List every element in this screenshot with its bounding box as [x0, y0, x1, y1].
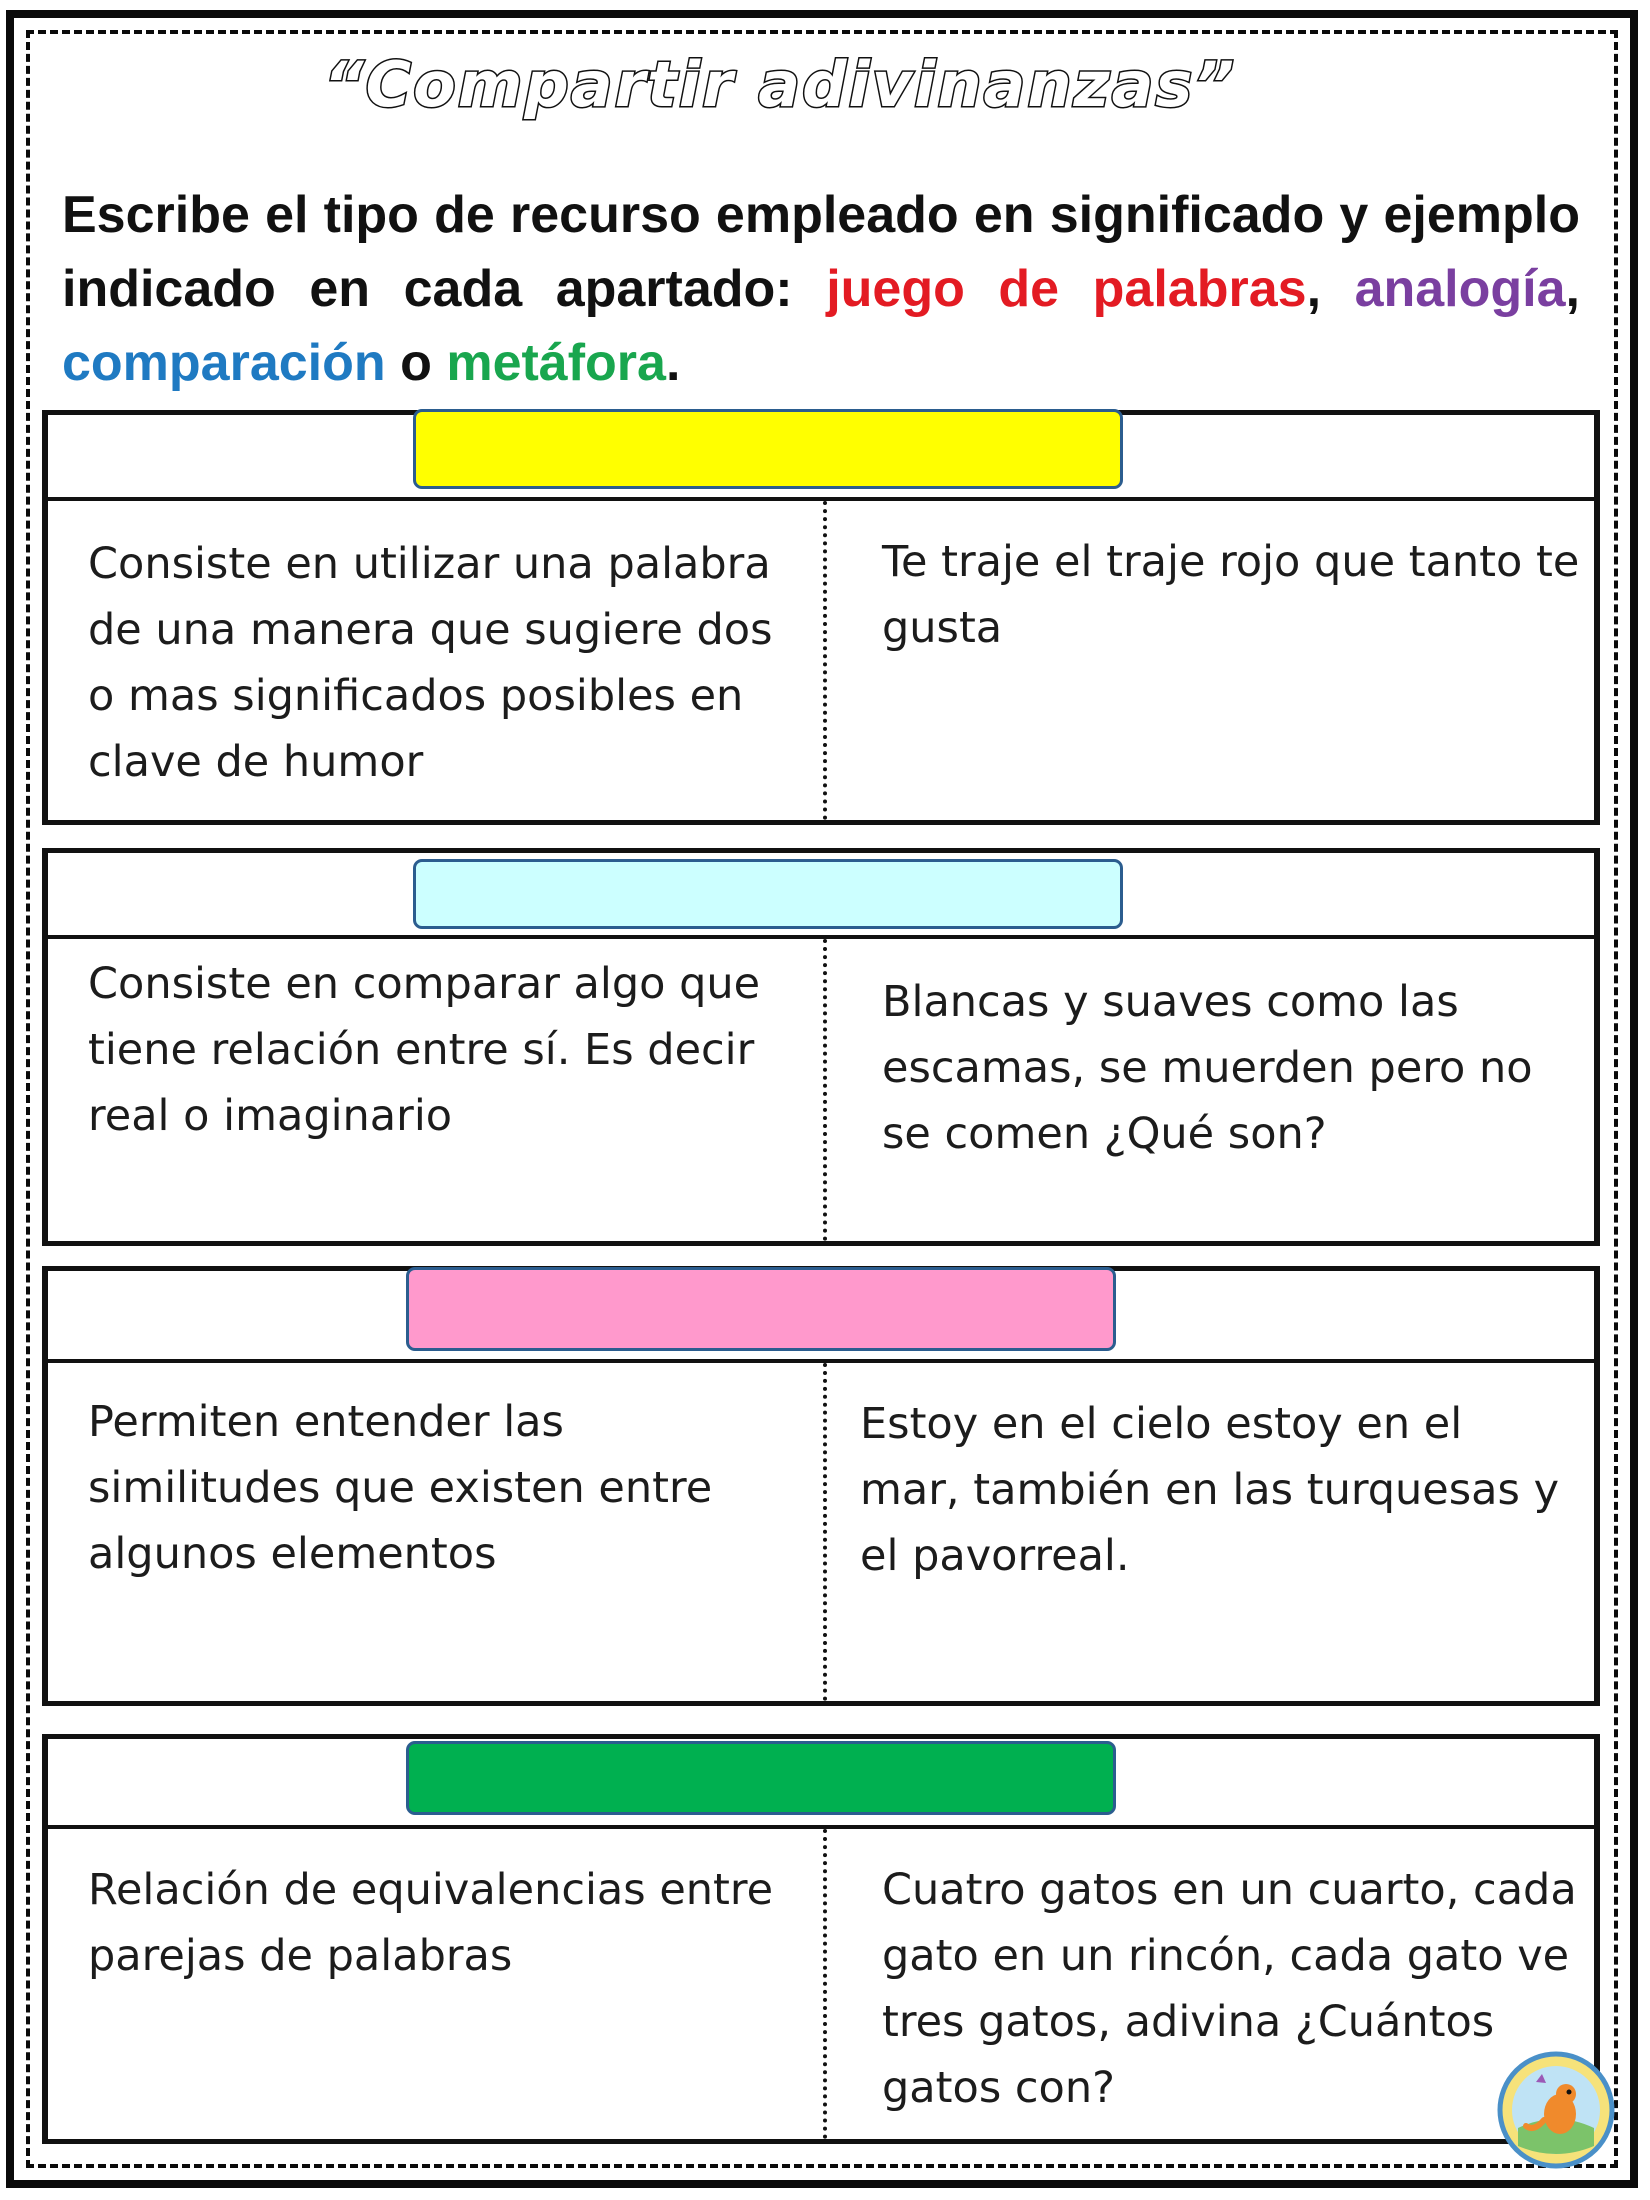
- card-example: Blancas y suaves como las escamas, se muerden pero no se comen ¿Qué son?: [882, 977, 1533, 1159]
- dotted-divider: [823, 939, 827, 1241]
- instructions-lead: Escribe el tipo de recurso empleado en significado y ejemplo indicado en cada apartado:: [62, 186, 1580, 318]
- dotted-divider: [823, 1363, 827, 1701]
- answer-label-bar-cyan[interactable]: [413, 859, 1123, 929]
- keyword-metafora: metáfora: [446, 334, 666, 392]
- dotted-divider: [823, 1829, 827, 2139]
- card-body: [48, 939, 1594, 1241]
- resource-card-3: [42, 1266, 1600, 1706]
- card-header: [48, 1271, 1594, 1363]
- card-body: [48, 501, 1594, 820]
- card-body: [48, 1829, 1594, 2139]
- card-definition: Permiten entender las similitudes que existen entre algunos elementos: [88, 1397, 713, 1579]
- instructions-end: .: [665, 334, 681, 392]
- dinosaur-badge-icon: [1496, 2050, 1616, 2170]
- resource-card-2: [42, 848, 1600, 1246]
- keyword-comparacion: comparación: [62, 334, 386, 392]
- card-example: Te traje el traje rojo que tanto te gusta: [882, 537, 1580, 653]
- card-example: Cuatro gatos en un cuarto, cada gato en un rincón, cada gato ve tres gatos, adivina ¿Cuántos gatos con?: [882, 1865, 1577, 2113]
- keyword-analogia: analogía: [1354, 260, 1566, 318]
- keyword-juego-de-palabras: juego de palabras: [826, 260, 1307, 318]
- answer-label-bar-yellow[interactable]: [413, 409, 1123, 489]
- instructions-separator: ,: [1306, 260, 1355, 318]
- card-header: [48, 853, 1594, 939]
- instructions-separator: o: [385, 334, 447, 392]
- page-title: “Compartir adivinanzas”: [323, 48, 1237, 121]
- card-definition: Consiste en comparar algo que tiene relación entre sí. Es decir real o imaginario: [88, 959, 761, 1141]
- instructions-separator: ,: [1565, 260, 1580, 318]
- card-example: Estoy en el cielo estoy en el mar, también en las turquesas y el pavorreal.: [860, 1399, 1560, 1581]
- instructions-text: [62, 178, 1580, 400]
- card-definition: Relación de equivalencias entre parejas de palabras: [88, 1865, 774, 1981]
- answer-label-bar-pink[interactable]: [406, 1267, 1116, 1351]
- answer-label-bar-green[interactable]: [406, 1741, 1116, 1815]
- dotted-divider: [823, 501, 827, 820]
- resource-card-1: [42, 410, 1600, 825]
- card-definition: Consiste en utilizar una palabra de una manera que sugiere dos o mas significados posibles en clave de humor: [88, 539, 773, 787]
- card-header: [48, 1739, 1594, 1829]
- card-header: [48, 415, 1594, 501]
- card-body: [48, 1363, 1594, 1701]
- resource-card-4: [42, 1734, 1600, 2144]
